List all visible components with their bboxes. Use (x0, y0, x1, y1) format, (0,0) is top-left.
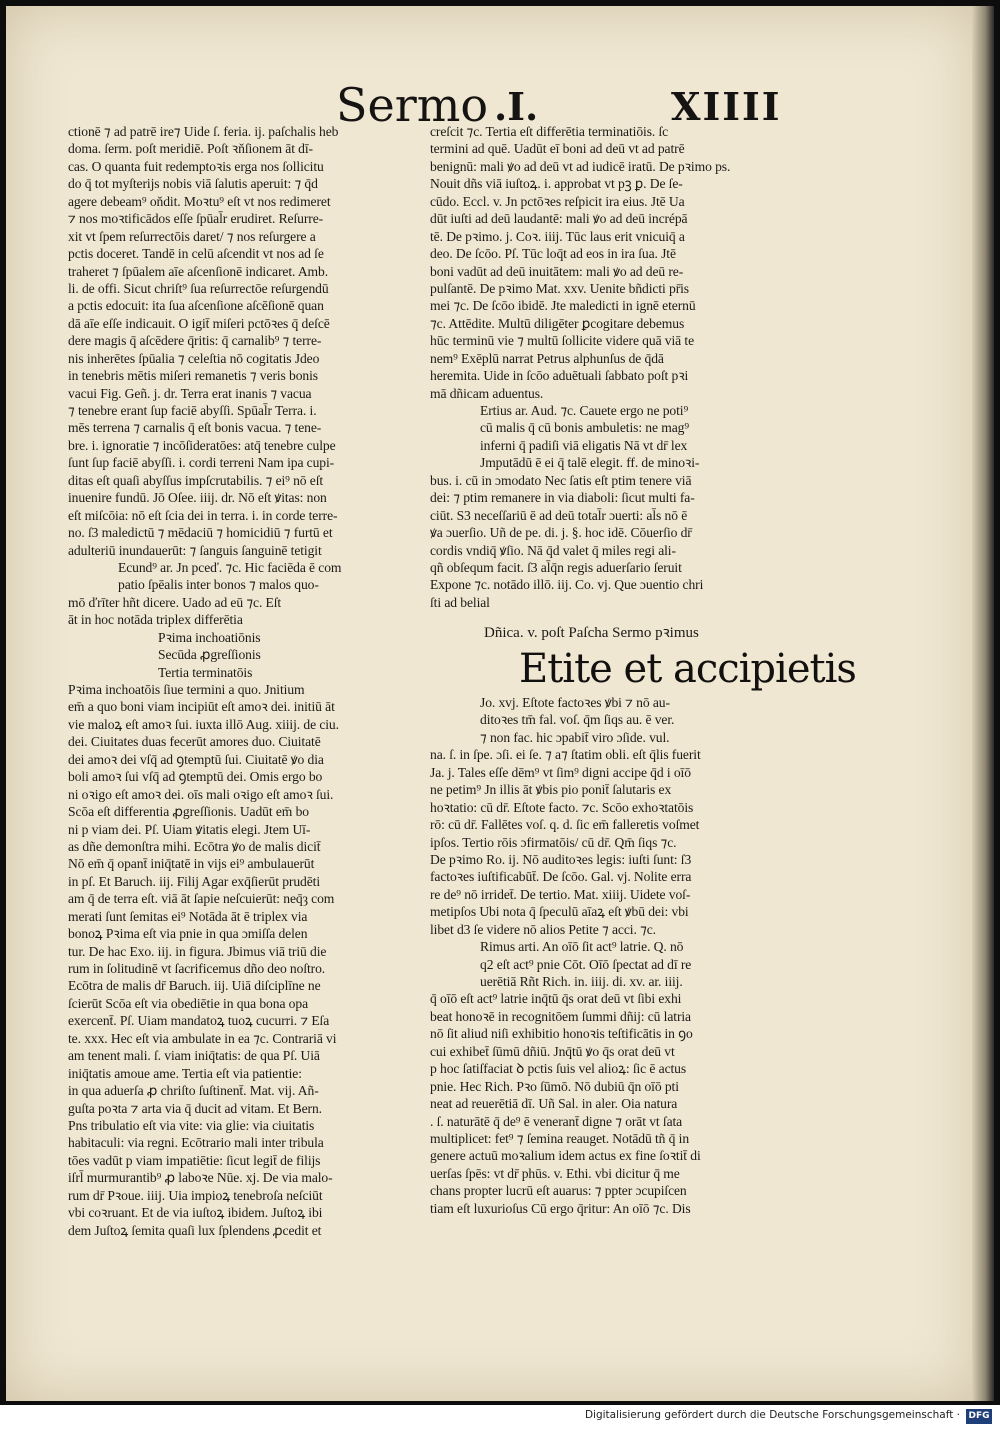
text-line: deo. De ſcōo. Pſ. Tūc loq̄t ad eos in ira ſua. Jtē (430, 246, 676, 262)
text-line: beat honoꝛē in recognitōem ſummi dñij: cū latria (430, 1008, 691, 1024)
text-line: rum dr̄ Pꝛoue. iiij. Uia impioꝝ tenebroſa neſciūt (68, 1187, 323, 1203)
text-line: uerſas ſpēs: vt dr̄ phūs. v. Ethi. vbi dicitur q̄ me (430, 1165, 680, 1181)
text-line: rō: cū dr̄. Fallētes voſ. q. d. ſic em̄ falleretis voſmet (430, 817, 700, 833)
text-line: ciūt. S3 neceſſariū ē ad deū total̄r ɔuerti: al̄s nō ē (430, 507, 688, 523)
text-line: tur. De hac Exo. iij. in figura. Jbimus viā triū die (68, 943, 327, 959)
text-line: hoꝛtatio: cū dr̄. Eſtote facto. ⁊c. Scōo exhoꝛtatōis (430, 799, 694, 815)
text-line: inuenire fundū. Jō Oſee. iiij. dr. Nō eſt ꝟitas: non (68, 490, 327, 506)
text-line: Tertia terminatōis (158, 664, 253, 680)
dfg-logo: DFG (966, 1409, 992, 1424)
text-line: as dñe demonſtra mihi. Ecōtra ꝟo de malis dicit̄ (68, 838, 321, 854)
text-line: inferni q̄ padiſi viā eligatis Nā vt dr̄ lex (480, 437, 688, 453)
text-line: dem Juſtoꝝ ſemita quaſi lux ſplendens ꝓcedit et (68, 1222, 322, 1238)
text-line: em̄ a quo boni viam incipiūt eſt amoꝛ dei. initiū āt (68, 699, 335, 715)
text-line: xit vt ſpem reſurrectōis daret/ ⁊ nos reſurgere a (68, 228, 316, 244)
text-line: do q̄ tot myſterijs nobis viā ſalutis aperuit: ⁊ q̄d (68, 176, 318, 192)
incipit-heading: Etite et accipietis (519, 646, 856, 692)
text-line: qñ obſequm facit. ſ3 al̄q̄n regis aduerſario ſeruit (430, 559, 682, 575)
text-line: dei: ⁊ ptim remanere in via diaboli: ſicut multi fa- (430, 490, 695, 506)
text-line: re de⁹ nō irridet̄. De tertio. Mat. xiiij. Uidete voſ- (430, 886, 691, 902)
text-line: ctionē ⁊ ad patrē ire⁊ Uide ſ. feria. ij. paſchalis heb (68, 124, 339, 139)
text-line: cū malis q̄ cū bonis ambuletis: ne mag⁹ (480, 420, 689, 436)
text-line: Ecōtra de malis dr̄ Baruch. iij. Uiā diſciplīne ne (68, 978, 321, 994)
text-line: ditas eſt quaſi abyſſus impſcrutabilis. ⁊ ei⁹ nō eſt (68, 472, 324, 488)
text-line: ipſos. Tertio rōis ɔfirmatōis/ cū dr̄. Qm̄ ſiqs ⁊c. (430, 834, 677, 850)
text-line: no. ſ3 maledictū ⁊ mēdaciū ⁊ homicidiū ⁊ furtū et (68, 525, 333, 541)
text-line: guſta poꝛta ⁊ arta via q̄ ducit ad vitam. Et Bern. (68, 1100, 322, 1116)
text-line: ſti ad belial (430, 594, 490, 610)
text-line: mā dñicam aduentus. (430, 385, 544, 401)
text-line: Nouit dñs viā iuſtoꝝ. i. approbat vt pꝫ ꝑ. De ſe- (430, 176, 683, 192)
sermon-number: .I. (494, 84, 539, 129)
text-line: agere debeam⁹ oňdit. Moꝛtu⁹ eſt vt nos redimeret (68, 193, 331, 209)
right-text-column-bottom (430, 694, 778, 1216)
text-line: Pꝛima inchoatōis ſiue termini a quo. Jnitium (68, 682, 305, 697)
text-line: ⁊ tenebre erant ſup faciē abyſſi. Spūal̄r Terra. i. (68, 403, 317, 418)
text-line: Ecund⁹ ar. Jn pceď. ⁊c. Hic faciēda ē com (118, 559, 342, 575)
text-line: mei ⁊c. De ſcōo ibidē. Jte maledicti in ignē eternū (430, 298, 696, 314)
text-line: dei amoꝛ dei vſq̄ ad ꝯtemptū ſui. Ciuitatē ꝟo dia (68, 751, 324, 767)
text-line: doma. ſerm. poſt meridiē. Poſt ꝛňſionem āt dī- (68, 141, 313, 157)
text-line: ſcierūt Scōa eſt via obediētie in qua bona opa (68, 995, 309, 1011)
text-line: cui exhibet̄ ſūmū dñiū. Jnq̄tū ꝟo q̄s orat deū vt (430, 1043, 675, 1059)
text-line: Pꝛima inchoatiōnis (158, 629, 261, 645)
text-line: ni oꝛigo eſt amoꝛ dei. oīs mali oꝛigo eſt amoꝛ ſui. (68, 786, 334, 802)
text-line: eſt miſcōia: nō eſt ſcia dei in terra. i. in corde terre- (68, 507, 338, 523)
text-line: cordis vndiq̄ ꝟſio. Nā q̄d valet q̄ miles regi ali- (430, 542, 676, 558)
text-line: iſrl̄ murmurantib⁹ ꝓ laboꝛe Nūe. xj. De via malo- (68, 1170, 333, 1186)
text-line: Pns tribulatio eſt via vite: via glie: via ciuitatis (68, 1117, 315, 1133)
section-heading: Dñica. v. poſt Paſcha Sermo pꝛimus (484, 625, 699, 641)
text-line: factoꝛes iuſtificabūt̄. De ſcōo. Gal. vj. Nolite erra (430, 869, 692, 885)
text-line: am tenent mali. ſ. viam iniq̄tatis: de qua Pſ. Uiā (68, 1048, 320, 1064)
text-line: p hoc ſatiſfaciat ꝺ pctis ſuis vel alioꝝ: ſic ē actus (430, 1061, 687, 1077)
text-line: benignū: mali ꝟo ad deū vt ad iudicē iratū. De pꝛimo ps. (430, 158, 731, 174)
text-line: libet d3 ſe videre nō alios Petite ⁊ acci. ⁊c. (430, 921, 656, 937)
text-line: De pꝛimo Ro. ij. Nō auditoꝛes legis: iuſti ſunt: ſ3 (430, 851, 692, 867)
text-line: āt in hoc notāda triplex differētia (68, 612, 243, 628)
text-line: cas. O quanta fuit redemptoꝛis erga nos ſollicitu (68, 158, 324, 174)
text-line: multiplicet: fet⁹ ⁊ ſemina reauget. Notādū tñ q̄ in (430, 1130, 690, 1146)
text-line: li. de offi. Sicut chriſt⁹ ſua reſurrectōe reſurgendū (68, 280, 329, 296)
text-line: q2 eſt act⁹ pnie Cōt. Oīō ſpectat ad dī re (480, 956, 692, 972)
text-line: Secūda ꝓgreſſionis (158, 647, 261, 663)
text-line: pulſantē. De pꝛimo Mat. xxv. Uenite bñdicti pr̄is (430, 280, 689, 296)
text-line: tōes vadūt p viam impatiētie: ſicut legit̄ de filijs (68, 1152, 321, 1168)
text-line: exercent̄. Pſ. Uiam mandatoꝝ tuoꝝ cucurri. ⁊ Eſa (68, 1013, 330, 1029)
text-line: nem⁹ Exēplū narrat Petrus alphunſus de q̄dā (430, 350, 664, 366)
text-line: creſcit ⁊c. Tertia eſt differētia terminatiōis. ſc (430, 124, 669, 139)
text-line: ſunt ſup faciē abyſſi. i. cordi terreni Nam ipa cupi- (68, 455, 335, 471)
left-text-column (68, 123, 413, 1238)
text-line: cūdo. Eccl. v. Jn pctōꝛes reſpicit ira eius. Jtē Ua (430, 193, 685, 209)
text-line: boni vadūt ad deū inuitātem: mali ꝟo ad deū re- (430, 263, 684, 279)
footer-bar (0, 1405, 1000, 1429)
text-line: vbi coꝛruant. Et de via iuſtoꝝ ibidem. Juſtoꝝ ibi (68, 1205, 323, 1221)
text-line: patio ſpēalis inter bonos ⁊ malos quo- (118, 577, 319, 593)
text-line: Jo. xvj. Eſtote factoꝛes ꝟbi ⁊ nō au- (480, 695, 670, 710)
scanned-page (6, 6, 978, 1401)
text-line: mēs terrena ⁊ carnalis q̄ eſt bonis vacua. ⁊ tene- (68, 420, 322, 436)
text-line: dere magis q̄ aſcēdere q̄ritis: q̄ carnalib⁹ ⁊ terre- (68, 333, 322, 349)
text-line: iniq̄tatis amoue ame. Tertia eſt via patientie: (68, 1065, 302, 1081)
text-line: bonoꝝ Pꝛima eſt via pnie in qua ɔmiſſa delen (68, 926, 308, 942)
text-line: te. xxx. Hec eſt via ambulate in ea ⁊c. Contrariā vi (68, 1030, 337, 1046)
text-line: rum in ſolitudinē vt ſacrificemus dño deo noſtro. (68, 961, 326, 976)
text-line: q̄ oīō eſt act⁹ latrie inq̄tū q̄s orat deū vt ſibi exhi (430, 991, 682, 1007)
folio-number: XIIII (671, 84, 782, 129)
text-line: Jmputādū ē ei q̄ talē elegit. ff. de minoꝛi- (480, 455, 700, 471)
text-line: boli amoꝛ ſui vſq̄ ad ꝯtemptū dei. Omis ergo bo (68, 769, 323, 785)
text-line: ⁊c. Attēdite. Multū diligēter ꝑcogitare debemus (430, 315, 685, 331)
text-line: pnie. Hec Rich. Pꝛo ſūmō. Nō dubiū q̄n oīō pti (430, 1078, 679, 1094)
text-line: uerētiā Rñt Rich. in. iiij. di. xv. ar. iiij. (480, 974, 683, 989)
text-line: neat ad reuerētiā dī. Uñ Sal. in aler. Oia natura (430, 1096, 678, 1112)
text-line: termini ad quē. Uadūt eī boni ad deū vt ad patrē (430, 141, 685, 157)
text-line: vacui Fig. Geñ. j. dr. Terra erat inanis ⁊ vacua (68, 385, 312, 401)
text-line: in tenebris mētis miſeri remanetis ⁊ veris bonis (68, 368, 318, 384)
text-line: hūc terminū vie ⁊ multū ſollicite videre quā viā te (430, 333, 695, 349)
text-line: ⁊ nos moꝛtificādos eſſe ſpūal̄r erudiret. Reſurre- (68, 211, 324, 227)
text-line: in qua aduerſa ꝓ chriſto ſuſtinent̄. Mat. vij. Añ- (68, 1083, 319, 1099)
text-line: pctis doceret. Tandē in celū aſcendit vt nos ad ſe (68, 246, 324, 262)
page-edge (972, 6, 994, 1401)
text-line: Ja. j. Tales eſſe dēm⁹ vt ſim⁹ digni accipe q̄d i oīō (430, 764, 691, 780)
text-line: dūt iuſti ad deū laudantē: mali ꝟo ad deū incrépā (430, 211, 688, 227)
text-line: metipſos Ubi nota q̄ ſpeculū aīaꝝ eſt ꝟbū dei: vbi (430, 904, 689, 920)
text-line: genere actuū moꝛalium idem actus ex fine ſoꝛtit̄ di (430, 1148, 701, 1164)
text-line: bre. i. ignoratie ⁊ incōſideratōes: atq̄ tenebre culpe (68, 437, 336, 453)
text-line: traheret ⁊ ſpūalem aīe aſcenſionē indicaret. Amb. (68, 263, 329, 279)
text-line: chans propter lucrū eſt auarus: ⁊ ppter ɔcupiſcen (430, 1183, 687, 1199)
text-line: dā aīe eſſe indicauit. O igit̄ miſeri pctōꝛes q̄ deſcē (68, 315, 330, 331)
text-line: ne petim⁹ Jn illis āt ꝟbis pio ponit̄ ſalutaris ex (430, 782, 672, 798)
text-line: dei. Ciuitates duas fecerūt amores duo. Ciuitatē (68, 734, 321, 750)
text-line: merati ſunt ſemitas ei⁹ Notāda āt ē triplex via (68, 908, 308, 924)
text-line: heremita. Uide in ſcōo aduētuali ſabbato poſt pꝛi (430, 368, 689, 384)
text-line: na. ſ. in ſpe. ɔſi. ei ſe. ⁊ a⁊ ſtatim obli. eſt q̄lis fuerit (430, 747, 701, 763)
text-line: . ſ. naturātē q̄ de⁹ ē venerant̄ digne ⁊ orāt vt ſata (430, 1113, 683, 1129)
text-line: tē. De pꝛimo. j. Coꝛ. iiij. Tūc laus erit vnicuiq̄ a (430, 228, 685, 244)
text-line: vie maloꝝ eſt amoꝛ ſui. iuxta illō Aug. xiiij. de ciu. (68, 716, 339, 732)
right-text-column-top (430, 123, 778, 610)
text-line: ni p viam dei. Pſ. Uiam ꝟitatis elegi. Jtem Uī- (68, 821, 311, 837)
text-line: nis inherētes ſpūalia ⁊ celeſtia nō cogitatis Jdeo (68, 350, 320, 366)
text-line: bus. i. cū in ɔmodato Nec ſatis eſt ptim tenere viā (430, 472, 692, 488)
text-line: adulteriū inundauerūt: ⁊ ſanguis ſanguinē tetigit (68, 542, 322, 558)
text-line: a pctis edocuit: ita ſua aſcenſione aſcēſionē quan (68, 298, 324, 314)
text-line: habitaculi: via regni. Ecōtrario mali inter tribula (68, 1135, 324, 1151)
text-line: Scōa eſt differentia ꝓgreſſionis. Uadūt em̄ bo (68, 804, 309, 820)
running-title: Sermo (336, 78, 489, 132)
text-line: ditoꝛes tm̄ fal. voſ. q̄m ſiqs au. ē ver. (480, 712, 675, 728)
text-line: mō ďrīter hñt dicere. Uado ad eū ⁊c. Eſt (68, 594, 282, 610)
text-line: tiam eſt luxurioſus Cū ergo q̄ritur: An oīō ⁊c. Dis (430, 1200, 691, 1216)
text-line: ⁊ non fac. hic ɔpabit̄ viro ɔſide. vul. (480, 729, 670, 745)
text-line: Rimus arti. An oīō ſit act⁹ latrie. Q. nō (480, 939, 684, 955)
text-line: am q̄ de terra eſt. viā āt ſapie neſcuierūt: neq̄ȝ com (68, 891, 335, 907)
text-line: Nō em̄ q̄ opant̄ iniq̄tatē in vijs ei⁹ ambulauerūt (68, 856, 315, 872)
text-line: ꝟa ɔuerſio. Uñ de pe. di. j. §. hoc idē. Cōuerſio dr̄ (430, 525, 692, 541)
footer-credit: Digitalisierung gefördert durch die Deutsche Forschungsgemeinschaft · (584, 1409, 960, 1421)
text-line: nō ſit aliud niſi exhibitio honoꝛis teſtificātis in ꝯo (430, 1026, 693, 1042)
text-line: in pſ. Et Baruch. iij. Filij Agar exq̄ſierūt prudēti (68, 873, 321, 889)
text-line: Expone ⁊c. notādo illō. iij. Co. vj. Que ɔuentio chri (430, 577, 704, 593)
text-line: Ertius ar. Aud. ⁊c. Cauete ergo ne poti⁹ (480, 403, 689, 418)
